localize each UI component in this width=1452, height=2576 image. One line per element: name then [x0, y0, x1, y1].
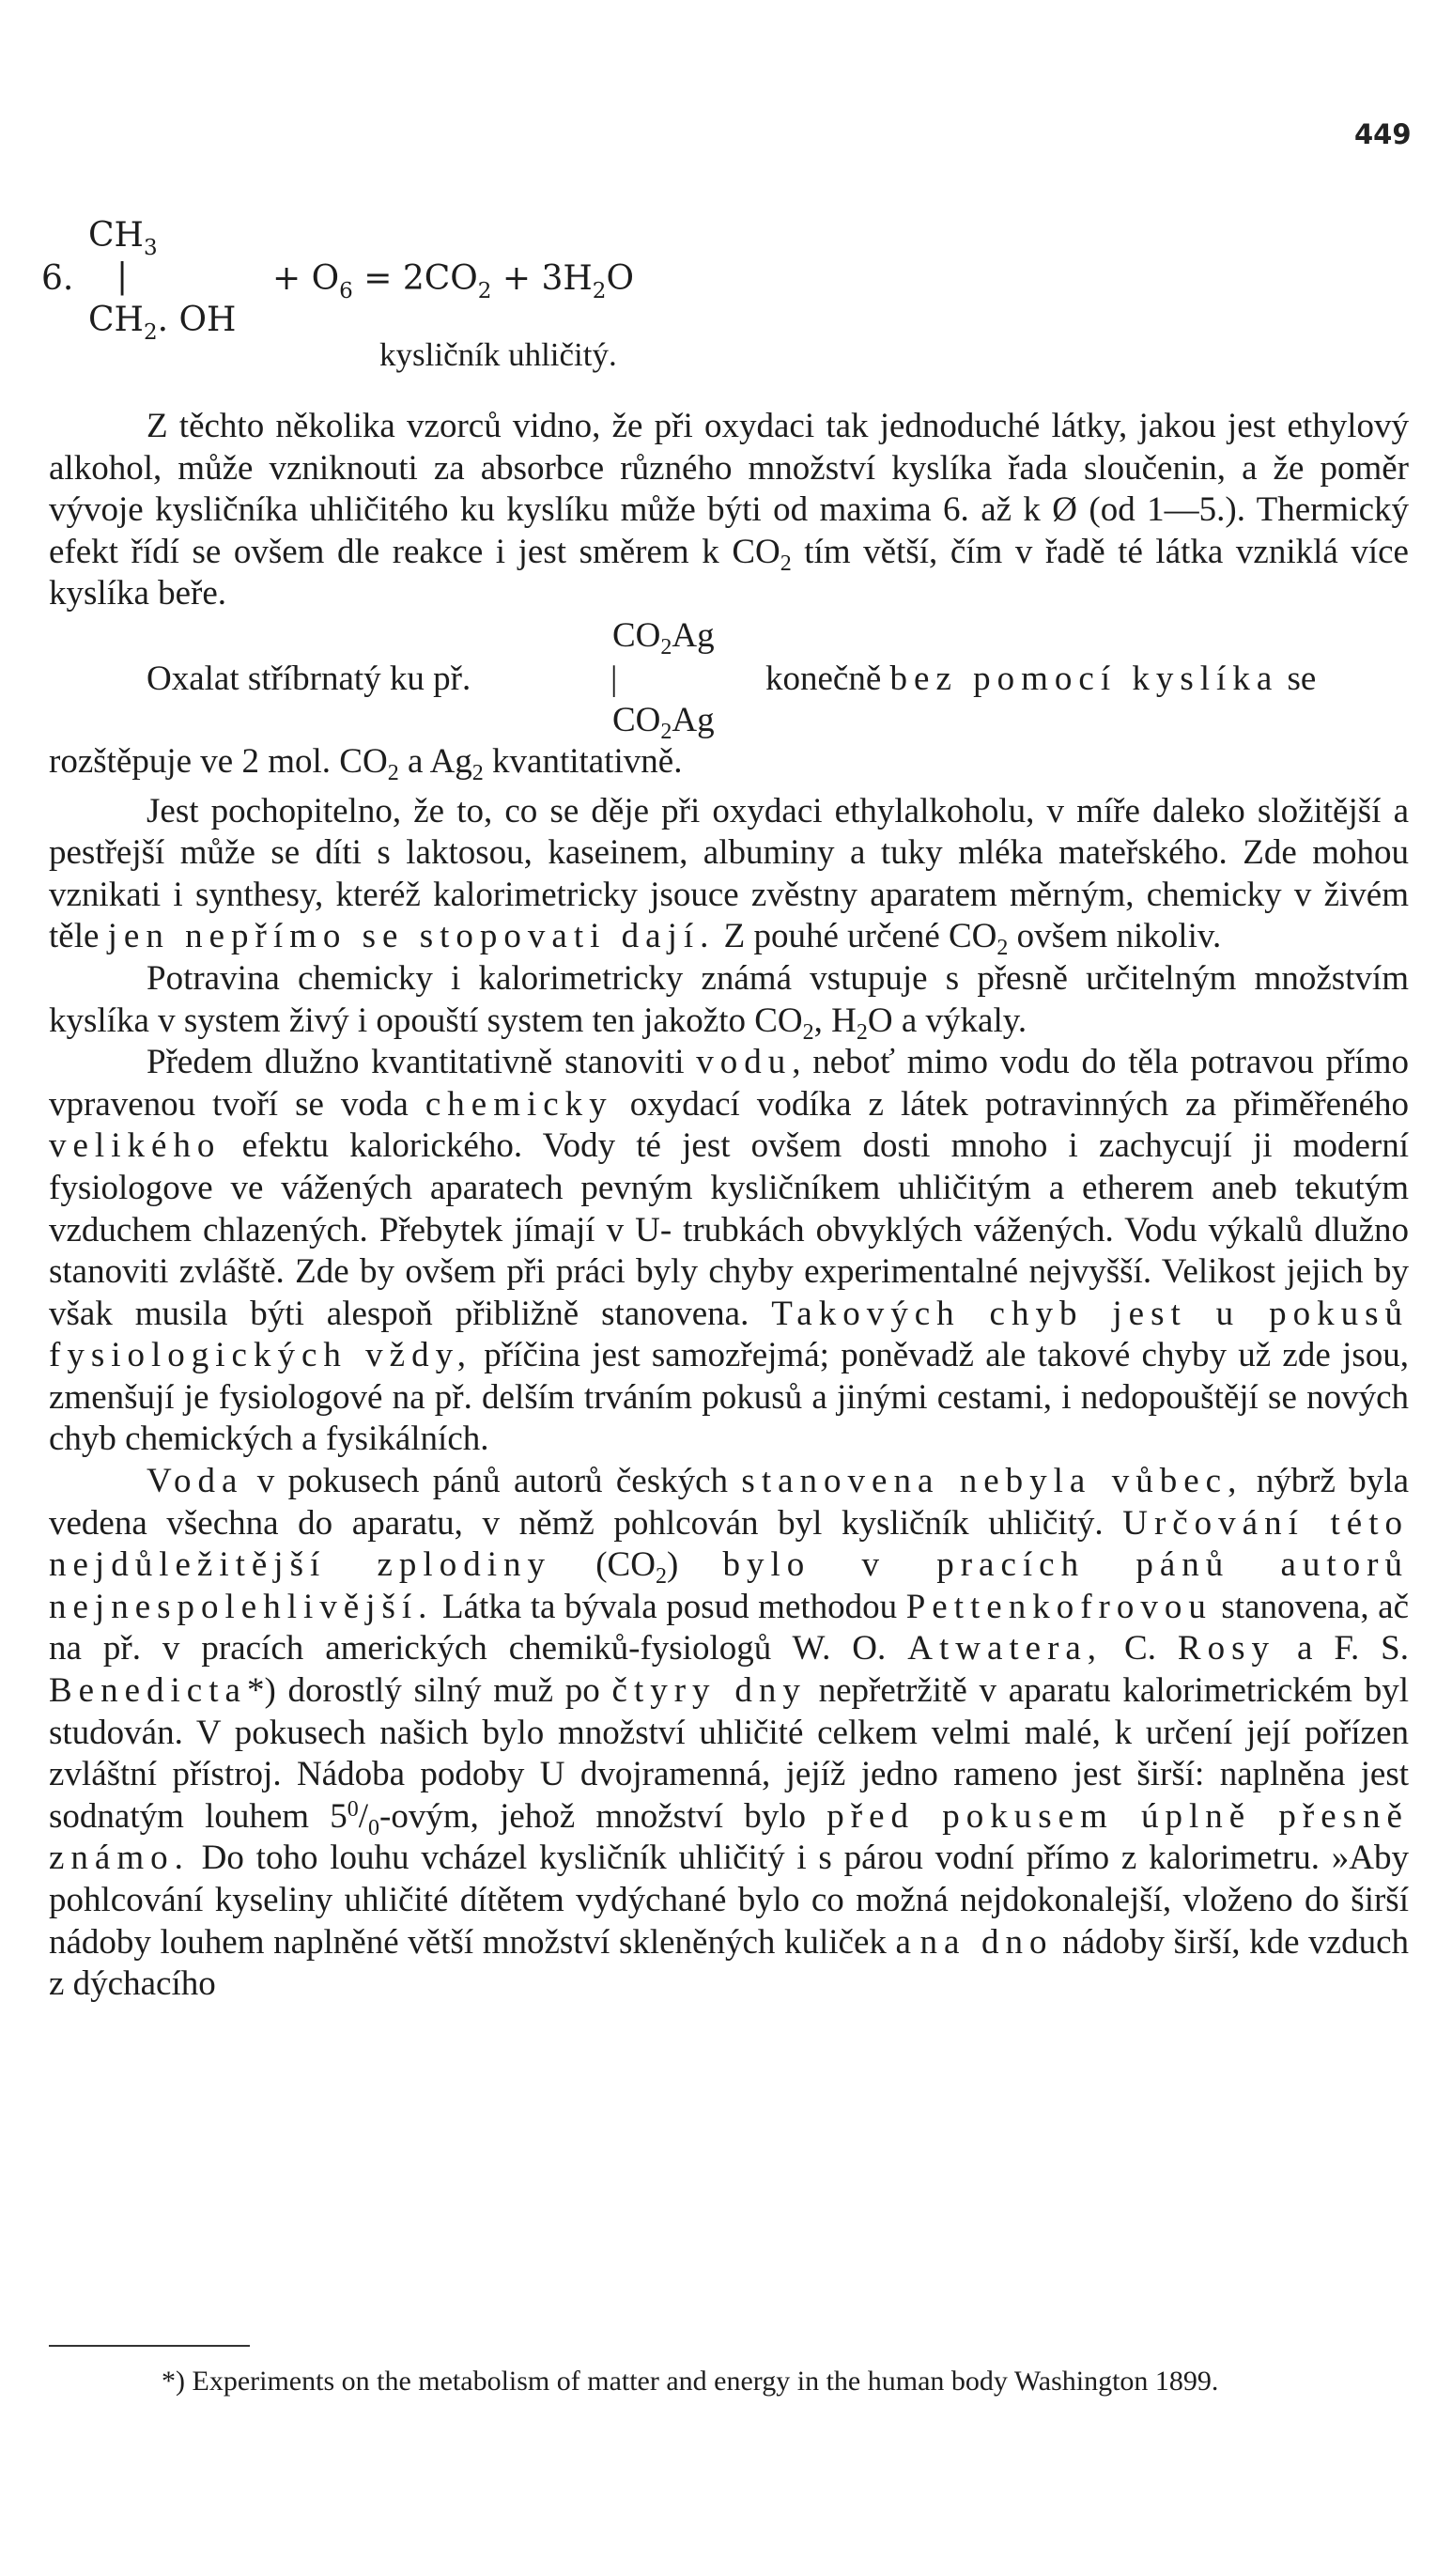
footnote-divider [49, 2345, 250, 2347]
oxalat-bottom: $CO_2Ag$ [612, 700, 715, 744]
paragraph-3: Potravina chemicky i kalorimetricky známá vstupuje s přesně určitelným množstvím kyslíka v system živý i opouští system ten jakožto $CO_2$, $H_2O$ a výkaly. [49, 958, 1409, 1045]
oxalat-lead: Oxalat stříbrnatý ku př. [147, 659, 471, 698]
formula-bond: | [116, 257, 129, 296]
paragraph-2: Jest pochopitelno, že to, co se děje při oxydaci ethylalkoholu, v míře daleko složitější a pestřejší může se díti s laktosou, kaseinem, albuminy a tuky mléka mateřského. Zde mohou vznikati i synthesy, kteréž kalorimetricky jsouce zvěstny aparatem měrným, chemicky v živém těle jen nepřímo se stopovati dají. Z pouhé určené $CO_2$ ovšem nikoliv. [49, 791, 1409, 961]
formula-number: 6. [41, 259, 74, 298]
oxalat-formula-block [49, 615, 1409, 744]
page-number: 449 [1354, 118, 1412, 150]
paragraph-5: Voda v pokusech pánů autorů českých stanovena nebyla vůbec, nýbrž byla vedena všechna do aparatu, v němž pohlcován byl kysličník uhličitý. Určování této nejdůležitější zplodiny $(CO_2)$ bylo v pracích pánů autorů nejnespolehlivější. Látka ta bývala posud methodou Pettenkofrovou stanovena, ač na př. v pracích amerických chemiků-fysiologů W. O. Atwatera, C. Rosy a F. S. Benedicta*) dorostlý silný muž po čtyry dny nepřetržitě v aparatu kalorimetrickém byl studován. V pokusech našich bylo množství uhličité celkem velmi malé, k určení její pořízen zvláštní přístroj. Nádoba podoby U dvojramenná, jejíž jedno rameno jest širší: naplněna jest sodnatým louhem $5^0/_0$-ovým, jehož množství bylo před pokusem úplně přesně známo. Do toho louhu vcházel kysličník uhličitý i s párou vodní přímo z kalorimetru. »Aby pohlcování kyseliny uhličité dítětem vydýchané bylo co možná nejdokonalejší, vloženo do širší nádoby louhem naplněné větší množství skleněných kuliček a na dno nádoby širší, kde vzduch z dýchacího [49, 1462, 1410, 2004]
formula-caption: kysličník uhličitý. [379, 336, 617, 373]
chemical-formula [41, 207, 793, 385]
paragraph-4: Předem dlužno kvantitativně stanoviti vodu, neboť mimo vodu do těla potravou přímo vpravenou tvoří se voda chemicky oxydací vodíka z látek potravinných za přiměřeného velikého efektu kalorického. Vody té jest ovšem dosti mnoho i zachycují ji moderní fysiologove ve vážených aparatech pevným kysličníkem uhličitým a etherem aneb tekutým vzduchem chlazených. Přebytek jímají v U- trubkách obvyklých vážených. Vodu výkalů dlužno stanoviti zvláště. Zde by ovšem při práci byly chyby experimentalné nejvyšší. Velikost jejich by však musila býti alespoň přibližně stanovena. Takových chyb jest u pokusů fysiologických vždy, příčina jest samozřejmá; poněvadž ale takové chyby už zde jsou, zmenšují je fysiologové na př. delším trváním pokusů a jinými cestami, i nedopouštějí se nových chyb chemických a fysikálních. [49, 1043, 1409, 1459]
formula-ch3: $CH_3$ [88, 216, 158, 260]
body-text [49, 406, 1409, 2006]
oxalat-top: $CO_2Ag$ [612, 615, 715, 660]
paragraph-1: Z těchto několika vzorců vidno, že při oxydaci tak jednoduché látky, jakou jest ethylový alkohol, může vzniknouti za absorbce různého množství kyslíka řada sloučenin, a že poměr vývoje kysličníka uhličitého ku kyslíku může býti od maxima 6. až k Ø (od 1—5.). Thermický efekt řídí se ovšem dle reakce i jest směrem k $CO_2$ tím větší, čím v řadě té látka vzniklá více kyslíka beře. [49, 407, 1409, 613]
footnote-text: *) Experiments on the metabolism of matter and energy in the human body Washington 1899. [162, 2366, 1219, 2397]
footnote [49, 2364, 1409, 2398]
oxalat-bond: | [610, 659, 618, 698]
oxalat-continuation: rozštěpuje ve 2 mol. $CO_2$ a $Ag_2$ kvantitativně. [49, 741, 683, 785]
formula-reaction: + $O_6 = 2CO_2 + 3H_2O$ [272, 259, 634, 303]
oxalat-trail: konečně bez pomocí kyslíka se [765, 659, 1317, 698]
formula-ch2oh: $CH_2$. OH [88, 301, 237, 345]
